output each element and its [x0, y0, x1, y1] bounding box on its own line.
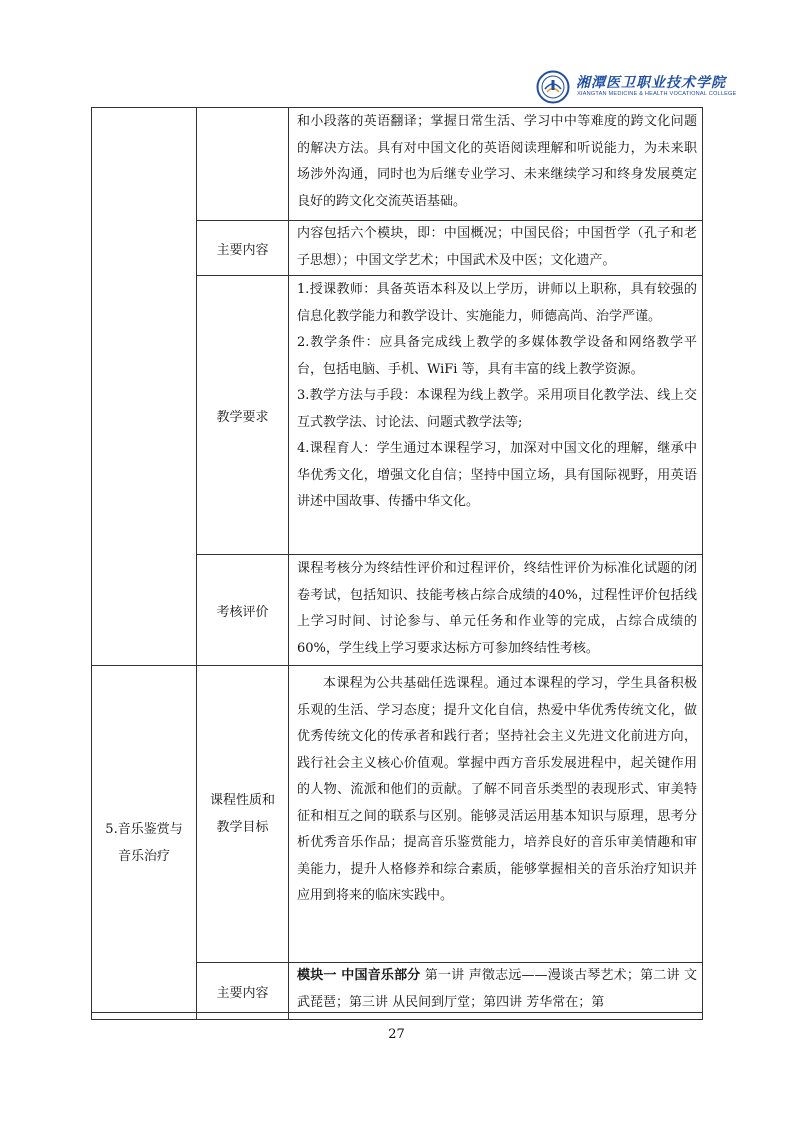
teaching-requirements-label: 教学要求	[197, 276, 289, 555]
college-logo	[536, 70, 737, 106]
module-lectures: 第一讲 声徵志远——漫谈古琴艺术；第二讲 文武琵琶；第三讲 从民间到厅堂；第四讲 芳华常在；第	[297, 968, 697, 1010]
college-emblem-icon	[536, 70, 570, 104]
module-title: 模块一 中国音乐部分	[297, 968, 421, 983]
footer-rule	[91, 1012, 702, 1013]
table-row	[92, 108, 703, 221]
requirement-item: 1.授课教师：具备英语本科及以上学历，讲师以上职称，具有较强的信息化教学能力和教学设计、实施能力，师德高尚、治学严谨。	[297, 282, 697, 324]
label-cell	[197, 108, 289, 221]
course-5-name-cell	[92, 666, 197, 1020]
main-content-label: 主要内容	[197, 221, 289, 276]
course-table	[91, 107, 703, 1020]
table-row	[92, 666, 703, 963]
course-goal-text: 本课程为公共基础任选课程。通过本课程的学习，学生具备积极乐观的生活、学习态度；提升文化自信，热爱中华优秀传统文化，做优秀传统文化的传承者和践行者；坚持社会主义先进文化前进方向，践行社会主义核心价值观。掌握中西方音乐发展进程中，起关键作用的人物、流派和他们的贡献。了解不同音乐类型的表现形式、审美特征和相互之间的联系与区别。能够灵活运用基本知识与原理，思考分析优秀音乐作品；提高音乐鉴赏能力，培养良好的音乐审美情趣和审美能力，提升人格修养和综合素质，能够掌握相关的音乐治疗知识并应用到将来的临床实践中。	[297, 676, 697, 903]
requirement-item: 2.教学条件：应具备完成线上教学的多媒体教学设备和网络教学平台，包括电脑、手机、WiFi 等，具有丰富的线上教学资源。	[297, 335, 697, 377]
course-goal-label-line: 课程性质和	[209, 793, 275, 808]
course-goal-label-cell	[197, 666, 289, 963]
course-5-name-line: 5.音乐鉴赏与	[105, 821, 183, 837]
teaching-requirements-cell	[289, 276, 703, 555]
course-5-content	[297, 963, 697, 1016]
assessment-text-cell	[289, 555, 703, 666]
course-5-content-cell	[289, 963, 703, 1020]
main-content-text-cell	[289, 221, 703, 276]
requirement-item: 4.课程育人：学生通过本课程学习，加深对中国文化的理解，继承中华优秀文化，增强文化自信；坚持中国立场，具有国际视野，用英语讲述中国故事、传播中华文化。	[297, 441, 697, 509]
main-content-text: 内容包括六个模块，即：中国概况；中国民俗；中国哲学（孔子和老子思想）；中国文学艺术；中国武术及中医；文化遗产。	[297, 226, 697, 268]
course-goal-text-cell	[289, 666, 703, 963]
requirement-item: 3.教学方法与手段：本课程为线上教学。采用项目化教学法、线上交互式教学法、讨论法、问题式教学法等;	[297, 388, 697, 430]
content-cell	[289, 108, 703, 221]
page-number: 27	[388, 1027, 405, 1042]
course-goal-label-line: 教学目标	[216, 820, 269, 835]
continued-text: 和小段落的英语翻译；掌握日常生活、学习中中等难度的跨文化问题的解决方法。具有对中国文化的英语阅读理解和听说能力，为未来职场涉外沟通，同时也为后继专业学习、未来继续学习和终身发展奠定良好的跨文化交流英语基础。	[297, 114, 697, 209]
course-5-content-label: 主要内容	[197, 963, 289, 1020]
assessment-text: 课程考核分为终结性评价和过程评价，终结性评价为标准化试题的闭卷考试，包括知识、技能考核占综合成绩的40%，过程性评价包括线上学习时间、讨论参与、单元任务和作业等的完成，占综合成绩的60%，学生线上学习要求达标方可参加终结性考核。	[297, 561, 697, 656]
course-name-cell	[92, 108, 197, 666]
course-5-name-line: 音乐治疗	[117, 848, 170, 864]
assessment-label: 考核评价	[197, 555, 289, 666]
college-name-cn: 湘潭医卫职业技术学院	[576, 75, 726, 91]
college-name-en: XIANGTAN MEDICINE & HEALTH VOCATIONAL COLLEGE	[577, 91, 737, 97]
